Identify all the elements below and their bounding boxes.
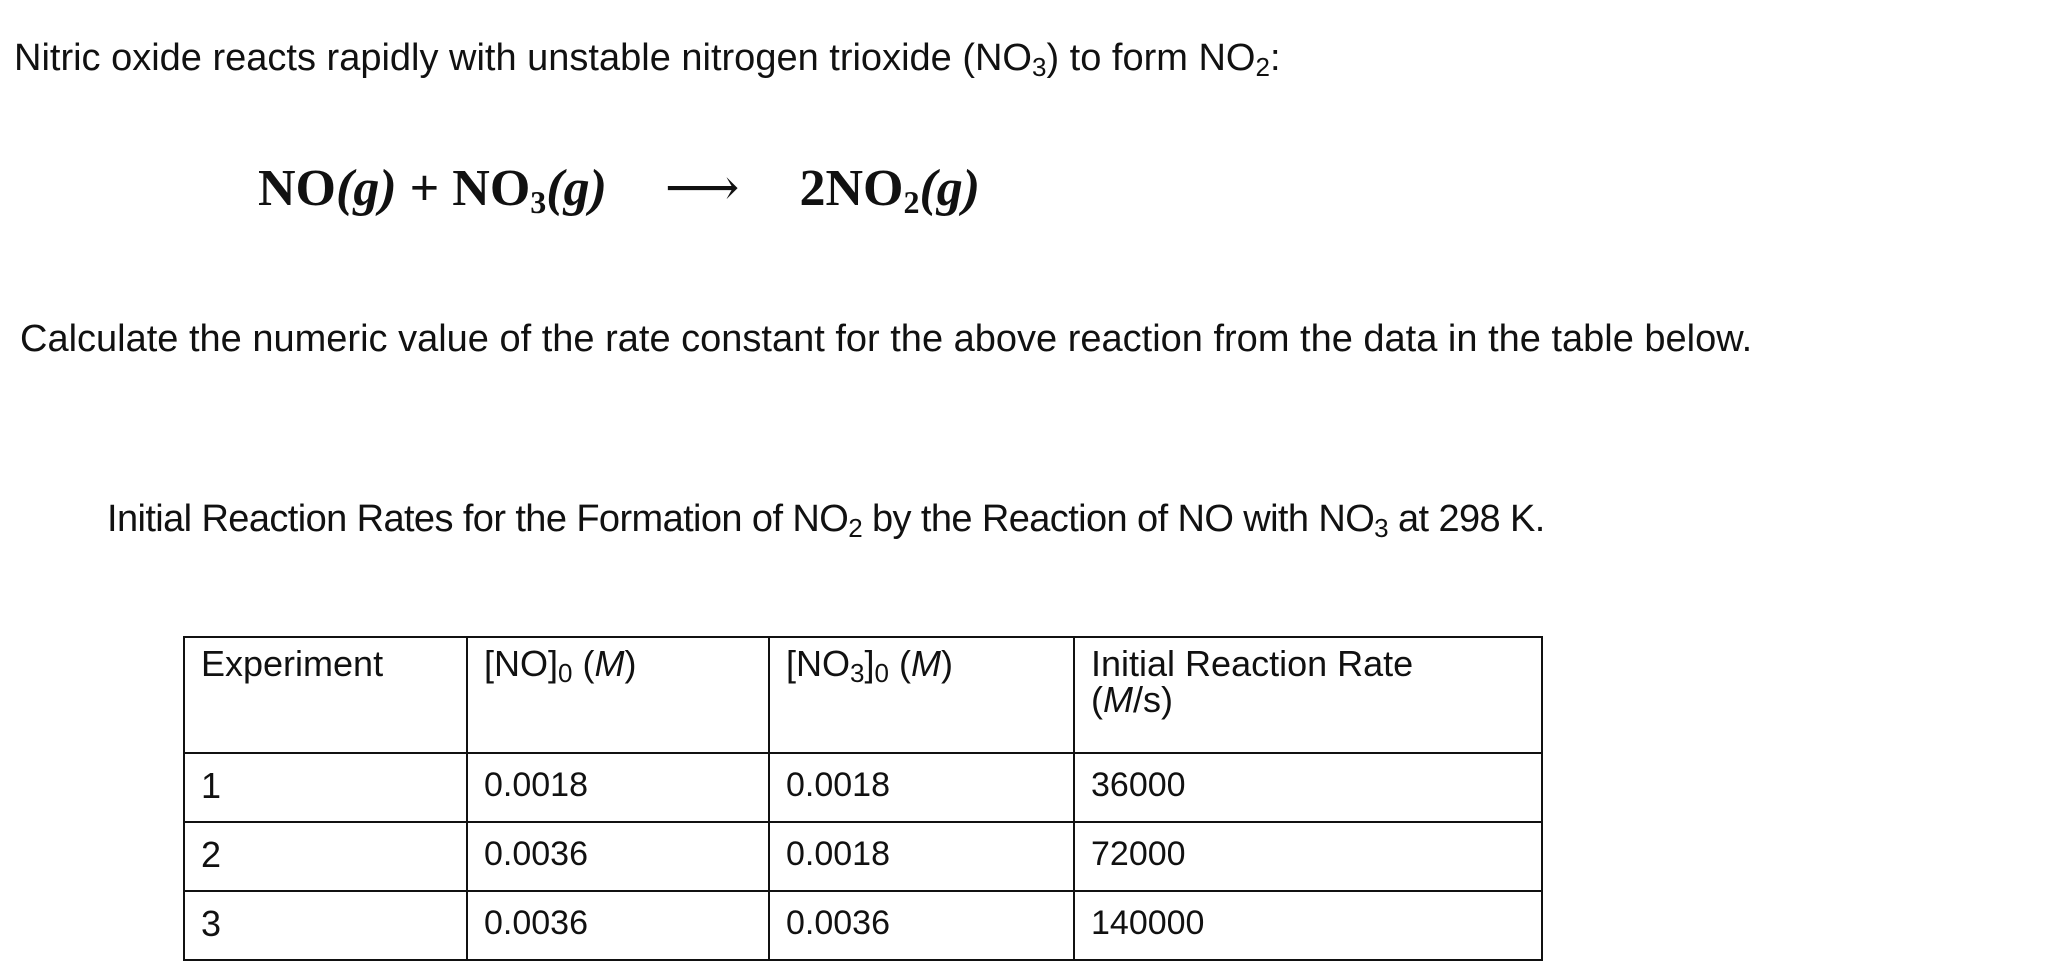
table-header-row <box>184 637 1542 753</box>
header-no3-concentration: $[NO_3]_0$ (M) <box>769 637 1074 753</box>
cell-no: 0.0036 <box>467 822 769 891</box>
cell-experiment: 2 <box>184 822 467 891</box>
reactant-no: NO <box>258 160 336 217</box>
reactant-no-state: (g) <box>336 160 397 217</box>
table-title <box>107 497 1545 544</box>
table-row <box>184 753 1542 822</box>
table-title-part3: at 298 K. <box>1388 498 1545 540</box>
reactant-no3-subscript: 3 <box>530 184 547 220</box>
intro-text-middle: ) to form NO <box>1046 37 1256 79</box>
table-row <box>184 822 1542 891</box>
cell-no3: 0.0018 <box>769 822 1074 891</box>
intro-subscript-3: 3 <box>1031 52 1047 82</box>
intro-subscript-2: 2 <box>1255 52 1270 82</box>
cell-no3: 0.0036 <box>769 891 1074 960</box>
intro-text-after: : <box>1269 37 1281 79</box>
cell-experiment: 3 <box>184 891 467 960</box>
product-no2-state: (g) <box>919 160 981 217</box>
header-no-concentration: $[NO]_0$ (M) <box>467 637 769 753</box>
table-title-part2: by the Reaction of NO with NO <box>862 498 1375 540</box>
cell-rate: 72000 <box>1074 822 1542 891</box>
cell-rate: 140000 <box>1074 891 1542 960</box>
chemical-equation <box>258 158 980 221</box>
table-title-part1: Initial Reaction Rates for the Formation of NO <box>107 498 849 540</box>
header-experiment: Experiment <box>184 637 467 753</box>
cell-no: 0.0018 <box>467 753 769 822</box>
plus-sign: + <box>396 160 453 217</box>
instruction-text: Calculate the numeric value of the rate constant for the above reaction from the data in the table below. <box>20 318 1753 360</box>
table-title-subscript-2: 2 <box>848 513 863 543</box>
intro-paragraph <box>14 36 1281 83</box>
table-title-subscript-3: 3 <box>1374 513 1389 543</box>
cell-experiment: 1 <box>184 753 467 822</box>
cell-rate: 36000 <box>1074 753 1542 822</box>
reactant-no3: NO <box>452 160 531 217</box>
reactant-no3-state: (g) <box>546 160 607 217</box>
cell-no3: 0.0018 <box>769 753 1074 822</box>
product-no2: NO <box>825 160 904 217</box>
table-row <box>184 891 1542 960</box>
intro-text-before: Nitric oxide reacts rapidly with unstable nitrogen trioxide (NO <box>14 37 1032 79</box>
product-no2-subscript: 2 <box>903 184 920 220</box>
header-initial-rate: Initial Reaction Rate (M/s) <box>1074 637 1542 753</box>
cell-no: 0.0036 <box>467 891 769 960</box>
reaction-rate-table <box>183 636 1543 961</box>
product-coefficient: 2 <box>799 160 826 217</box>
reaction-arrow-icon: ⟶ <box>664 160 740 217</box>
